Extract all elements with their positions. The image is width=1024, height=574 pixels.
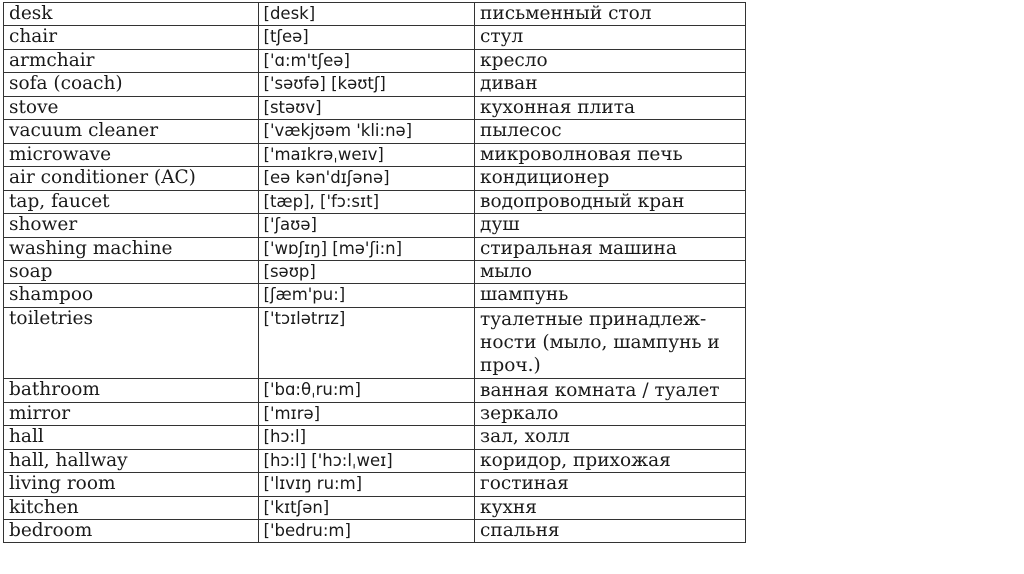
- russian-translation: письменный стол: [475, 3, 746, 26]
- transcription: [ʃæm'pu:]: [258, 284, 475, 307]
- table-row: [4, 496, 746, 519]
- russian-translation: зал, холл: [475, 426, 746, 449]
- english-word: hall, hallway: [4, 449, 259, 472]
- russian-translation: зеркало: [475, 402, 746, 425]
- transcription: [tʃeə]: [258, 26, 475, 49]
- table-row: [4, 26, 746, 49]
- table-row: [4, 3, 746, 26]
- table-row: [4, 378, 746, 402]
- table-row: [4, 120, 746, 143]
- english-word: bedroom: [4, 519, 259, 542]
- table-row: [4, 426, 746, 449]
- transcription: [stəʊv]: [258, 96, 475, 119]
- russian-translation: шампунь: [475, 284, 746, 307]
- transcription: [səʊp]: [258, 260, 475, 283]
- english-word: desk: [4, 3, 259, 26]
- table-row: [4, 214, 746, 237]
- transcription: ['lɪvɪŋ ru:m]: [258, 473, 475, 496]
- table-row: [4, 402, 746, 425]
- table-row: [4, 519, 746, 542]
- transcription: ['ɑ:m'tʃeə]: [258, 49, 475, 72]
- russian-translation: кухонная плита: [475, 96, 746, 119]
- table-row: [4, 307, 746, 378]
- table-row: [4, 284, 746, 307]
- russian-translation: кухня: [475, 496, 746, 519]
- english-word: hall: [4, 426, 259, 449]
- english-word: washing machine: [4, 237, 259, 260]
- transcription: ['vækjʊəm 'kli:nə]: [258, 120, 475, 143]
- english-word: stove: [4, 96, 259, 119]
- english-word: chair: [4, 26, 259, 49]
- table-row: [4, 260, 746, 283]
- english-word: bathroom: [4, 378, 259, 402]
- russian-translation: туалетные принадлеж-ности (мыло, шампунь и проч.): [475, 307, 746, 378]
- table-row: [4, 167, 746, 190]
- transcription: ['səʊfə] [kəʊtʃ]: [258, 73, 475, 96]
- transcription: ['wɒʃɪŋ] [mə'ʃi:n]: [258, 237, 475, 260]
- english-word: microwave: [4, 143, 259, 166]
- transcription: ['bɑ:θˌru:m]: [258, 378, 475, 402]
- english-word: armchair: [4, 49, 259, 72]
- table-row: [4, 473, 746, 496]
- transcription: ['maɪkrəˌweɪv]: [258, 143, 475, 166]
- transcription: [hɔ:l]: [258, 426, 475, 449]
- russian-translation: душ: [475, 214, 746, 237]
- russian-translation: стул: [475, 26, 746, 49]
- russian-translation: пылесос: [475, 120, 746, 143]
- table-row: [4, 190, 746, 213]
- vocabulary-table: [3, 2, 746, 543]
- transcription: ['ʃaʊə]: [258, 214, 475, 237]
- table-row: [4, 237, 746, 260]
- transcription: ['kɪtʃən]: [258, 496, 475, 519]
- transcription: [hɔ:l] ['hɔ:lˌweɪ]: [258, 449, 475, 472]
- russian-translation: ванная комната / туалет: [475, 378, 746, 402]
- transcription: [tæp], ['fɔ:sɪt]: [258, 190, 475, 213]
- russian-translation: стиральная машина: [475, 237, 746, 260]
- english-word: kitchen: [4, 496, 259, 519]
- english-word: tap, faucet: [4, 190, 259, 213]
- transcription: ['tɔɪlətrɪz]: [258, 307, 475, 378]
- russian-translation: кресло: [475, 49, 746, 72]
- english-word: mirror: [4, 402, 259, 425]
- table-row: [4, 49, 746, 72]
- english-word: soap: [4, 260, 259, 283]
- english-word: toiletries: [4, 307, 259, 378]
- table-row: [4, 96, 746, 119]
- english-word: shower: [4, 214, 259, 237]
- table-row: [4, 143, 746, 166]
- russian-translation: кондиционер: [475, 167, 746, 190]
- english-word: shampoo: [4, 284, 259, 307]
- transcription: [desk]: [258, 3, 475, 26]
- english-word: air conditioner (AC): [4, 167, 259, 190]
- transcription: ['mɪrə]: [258, 402, 475, 425]
- russian-translation: водопроводный кран: [475, 190, 746, 213]
- english-word: vacuum cleaner: [4, 120, 259, 143]
- russian-translation: коридор, прихожая: [475, 449, 746, 472]
- russian-translation: гостиная: [475, 473, 746, 496]
- transcription: [eə kən'dɪʃənə]: [258, 167, 475, 190]
- english-word: sofa (coach): [4, 73, 259, 96]
- russian-translation: микроволновая печь: [475, 143, 746, 166]
- transcription: ['bedru:m]: [258, 519, 475, 542]
- table-row: [4, 73, 746, 96]
- russian-translation: мыло: [475, 260, 746, 283]
- russian-translation: спальня: [475, 519, 746, 542]
- russian-translation: диван: [475, 73, 746, 96]
- english-word: living room: [4, 473, 259, 496]
- table-row: [4, 449, 746, 472]
